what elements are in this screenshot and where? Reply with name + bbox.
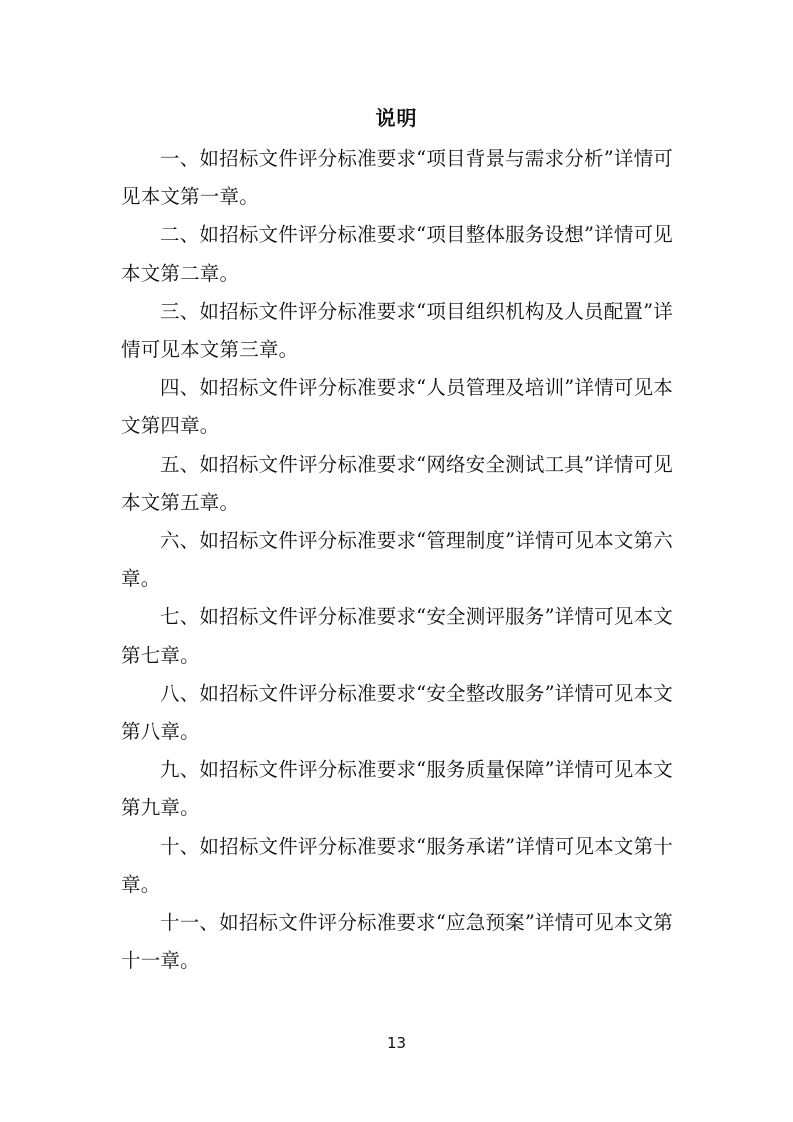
paragraph-list (121, 140, 673, 980)
paragraph-1: 一、如招标文件评分标准要求“项目背景与需求分析”详情可见本文第一章。 (121, 147, 673, 209)
paragraph-3: 三、如招标文件评分标准要求“项目组织机构及人员配置”详情可见本文第三章。 (121, 299, 673, 362)
paragraph-9: 九、如招标文件评分标准要求“服务质量保障”详情可见本文第九章。 (121, 758, 673, 820)
page-number: 13 (386, 1034, 407, 1052)
paragraph-10: 十、如招标文件评分标准要求“服务承诺”详情可见本文第十章。 (121, 834, 673, 896)
paragraph-7: 七、如招标文件评分标准要求“安全测评服务”详情可见本文第七章。 (121, 605, 673, 667)
paragraph-8: 八、如招标文件评分标准要求“安全整改服务”详情可见本文第八章。 (121, 681, 673, 744)
paragraph-6: 六、如招标文件评分标准要求“管理制度”详情可见本文第六章。 (121, 529, 673, 591)
page-title: 说明 (375, 106, 418, 130)
paragraph-5: 五、如招标文件评分标准要求“网络安全测试工具”详情可见本文第五章。 (121, 452, 673, 514)
paragraph-4: 四、如招标文件评分标准要求“人员管理及培训”详情可见本文第四章。 (121, 376, 673, 438)
paragraph-2: 二、如招标文件评分标准要求“项目整体服务设想”详情可见本文第二章。 (121, 223, 673, 285)
paragraph-11: 十一、如招标文件评分标准要求“应急预案”详情可见本文第十一章。 (121, 911, 673, 973)
